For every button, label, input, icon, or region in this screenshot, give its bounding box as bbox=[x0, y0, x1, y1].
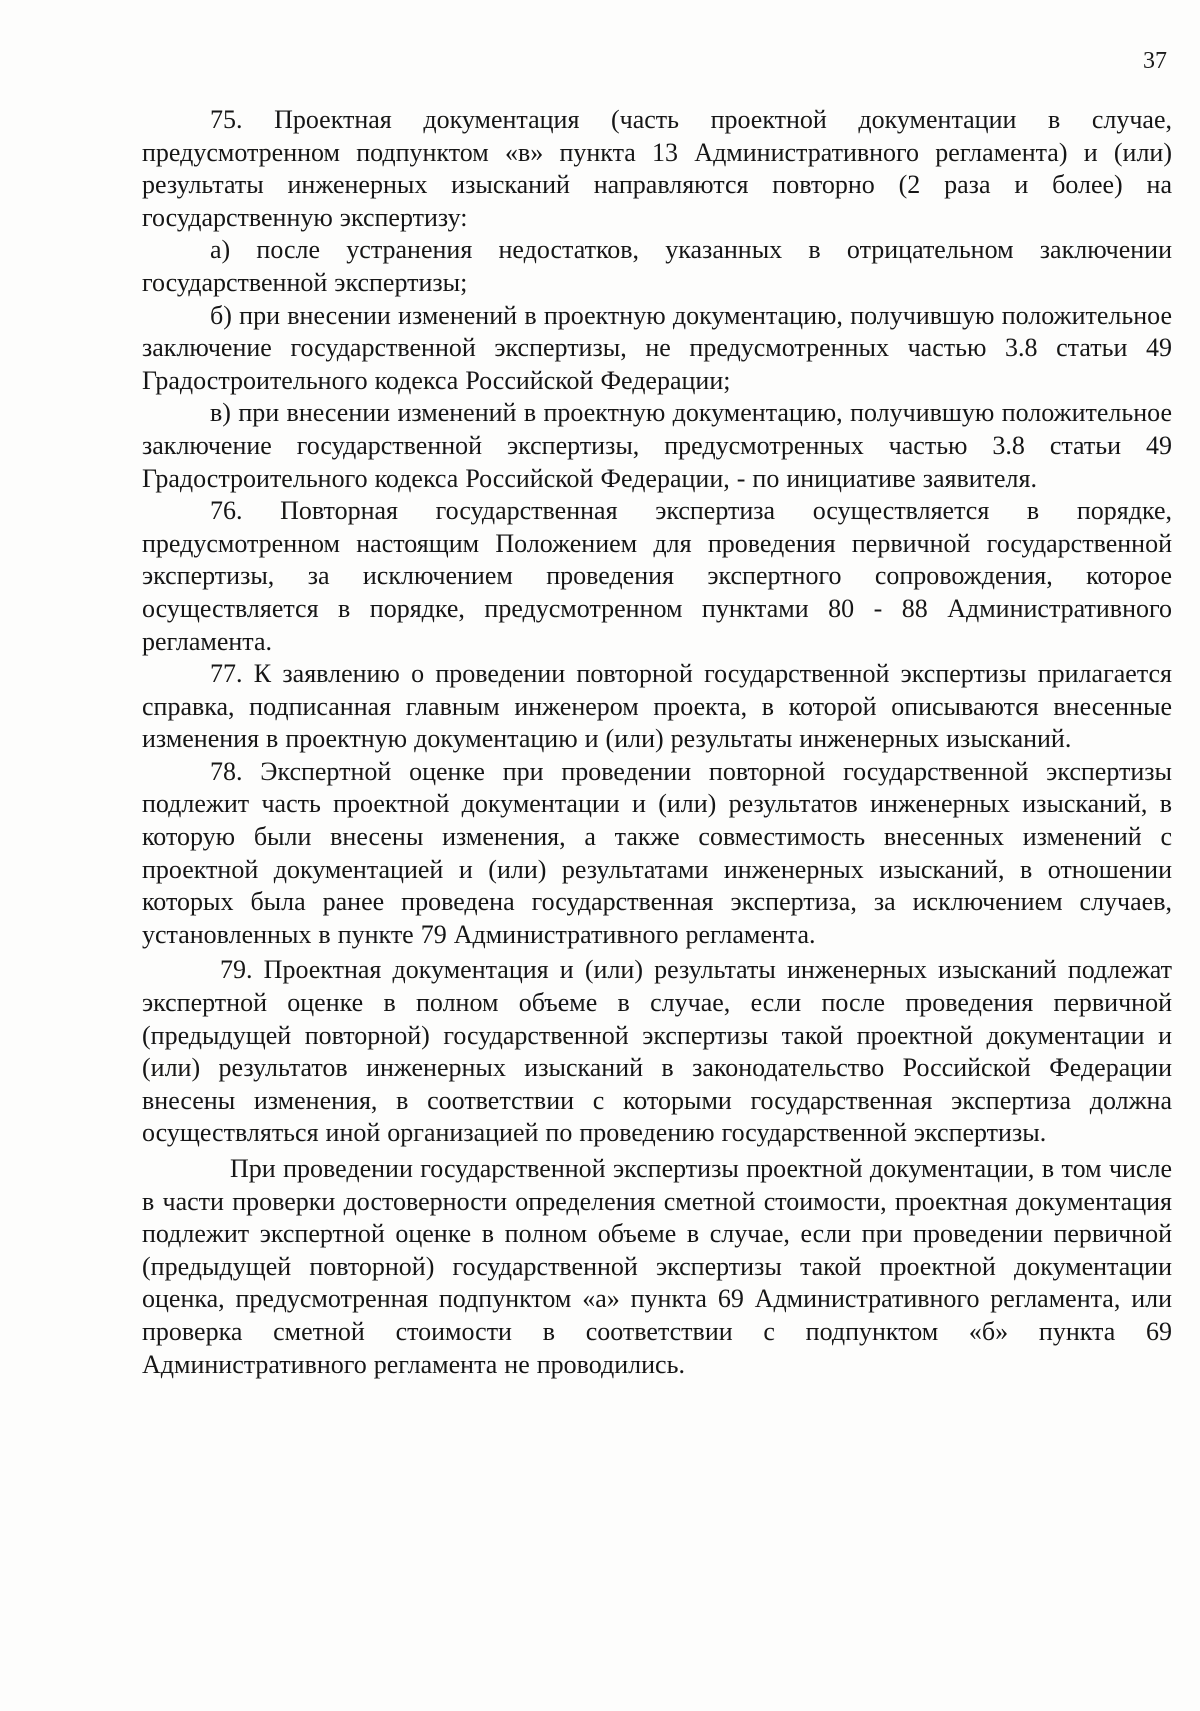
page-number: 37 bbox=[1143, 48, 1167, 74]
paragraph-75: 75. Проектная документация (часть проектной документации в случае, предусмотренном подпунктом «в» пункта 13 Административного регламента) и (или) результаты инженерных изысканий направляются повторно (2 раза и более) на государственную экспертизу: bbox=[142, 105, 1172, 232]
paragraph-79-continuation: При проведении государственной экспертизы проектной документации, в том числе в части проверки достоверности определения сметной стоимости, проектная документация подлежит экспертной оценке в полном объеме в случае, если при проведении первичной (предыдущей повторной) государственной экспертизы такой проектной документации оценка, предусмотренная подпунктом «а» пункта 69 Административного регламента, или проверка сметной стоимости в соответствии с подпунктом «б» пункта 69 Административного регламента не проводились. bbox=[142, 1154, 1172, 1379]
document-body bbox=[142, 104, 1172, 1381]
paragraph-79: 79. Проектная документация и (или) результаты инженерных изысканий подлежат экспертной оценке в полном объеме в случае, если после проведения первичной (предыдущей повторной) государственной экспертизы такой проектной документации и (или) результатов инженерных изысканий в законодательство Российской Федерации внесены изменения, в соответствии с которыми государственная экспертиза должна осуществляться иной организацией по проведению государственной экспертизы. bbox=[142, 955, 1172, 1148]
paragraph-76: 76. Повторная государственная экспертиза осуществляется в порядке, предусмотренном настоящим Положением для проведения первичной государственной экспертизы, за исключением проведения экспертного сопровождения, которое осуществляется в порядке, предусмотренном пунктами 80 - 88 Административного регламента. bbox=[142, 496, 1172, 656]
list-item-v: в) при внесении изменений в проектную документацию, получившую положительное заключение государственной экспертизы, предусмотренных частью 3.8 статьи 49 Градостроительного кодекса Российской Федерации, - по инициативе заявителя. bbox=[142, 398, 1172, 493]
list-item-a: а) после устранения недостатков, указанных в отрицательном заключении государственной экспертизы; bbox=[142, 235, 1172, 297]
paragraph-78: 78. Экспертной оценке при проведении повторной государственной экспертизы подлежит часть проектной документации и (или) результатов инженерных изысканий, в которую были внесены изменения, а также совместимость внесенных изменений с проектной документацией и (или) результатами инженерных изысканий, в отношении которых была ранее проведена государственная экспертиза, за исключением случаев, установленных в пункте 79 Административного регламента. bbox=[142, 756, 1172, 949]
paragraph-77: 77. К заявлению о проведении повторной государственной экспертизы прилагается справка, подписанная главным инженером проекта, в которой описываются внесенные изменения в проектную документацию и (или) результаты инженерных изысканий. bbox=[142, 659, 1172, 754]
list-item-b: б) при внесении изменений в проектную документацию, получившую положительное заключение государственной экспертизы, не предусмотренных частью 3.8 статьи 49 Градостроительного кодекса Российской Федерации; bbox=[142, 300, 1172, 395]
